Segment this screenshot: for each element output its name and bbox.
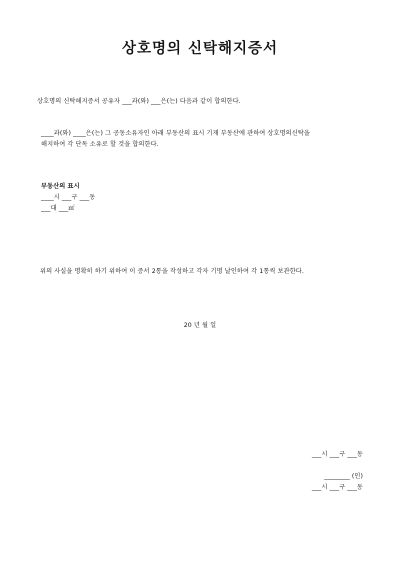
signer-address-1: ___시 ___구 ___동 xyxy=(311,451,363,458)
signer-address-2: ___시 ___구 ___동 xyxy=(311,484,363,491)
property-area-line: ___대 ___㎡ xyxy=(41,205,75,212)
agreement-text-line-2: 해지하여 각 단독 소유로 할 것을 합의한다. xyxy=(41,141,159,148)
closing-statement: 위의 사실을 명확히 하기 위하여 이 증서 2통을 작성하고 각자 기명 날인하여 각 1통씩 보관한다. xyxy=(40,268,304,275)
document-title: 상호명의 신탁해지증서 xyxy=(121,41,279,57)
signer-name-seal: ________ (인) xyxy=(324,473,363,480)
property-heading: 부동산의 표시 xyxy=(41,183,80,190)
intro-text: 상호명의 신탁해지증서 공유자 ___과(와) ___은(는) 다음과 같이 합의한다. xyxy=(37,98,241,105)
property-address-line: ____시 ___구 ___동 xyxy=(41,194,96,201)
date-line: 20 년 월 일 xyxy=(183,322,217,329)
agreement-text-line-1: ____과(와) ____은(는) 그 공동소유자인 아래 부동산의 표시 기재 부동산에 관하여 상호명의신탁을 xyxy=(41,130,310,137)
